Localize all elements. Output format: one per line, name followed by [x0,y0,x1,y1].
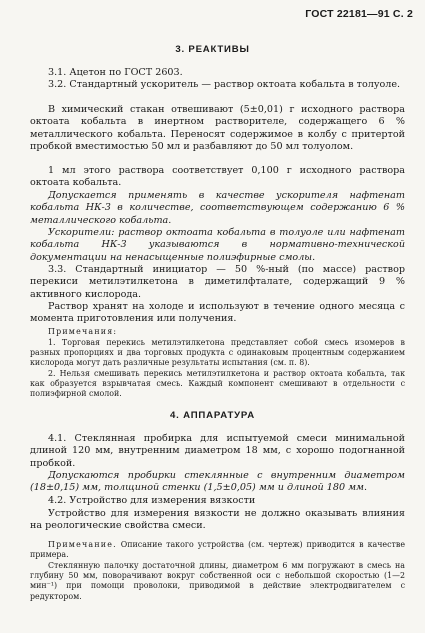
paragraph-4-2-requirement: Устройство для измерения вязкости не должно оказывать влияния на реологические свойства смеси. [30,508,405,532]
page-header: ГОСТ 22181—91 С. 2 [305,8,413,20]
paragraph-3-3: 3.3. Стандартный инициатор — 50 %-ный (по массе) раствор перекиси метилэтилкетона в диметилфталате, содержащий 9 % активного кислорода. [30,264,405,300]
note-2: 2. Нельзя смешивать перекись метилэтилкетона и раствор октоата кобальта, так как образуется взрывчатая смесь. Каждый компонент смешивают в отдельности с полиэфирной смолой. [30,369,405,399]
paragraph-4-1: 4.1. Стеклянная пробирка для испытуемой смеси минимальной длиной 120 мм, внутренним диаметром 18 мм, с хорошо подогнанной пробкой. [30,433,405,469]
paragraph-4-1-allowance: Допускаются пробирки стеклянные с внутренним диаметром (18±0,15) мм, толщиной стенки (1,5±0,05) мм и длиной 180 мм. [30,470,405,494]
paragraph-3-2: 3.2. Стандартный ускоритель — раствор октоата кобальта в толуоле. [48,79,401,90]
note-1: 1. Торговая перекись метилэтилкетона представляет собой смесь изомеров в разных пропорциях и два торговых продукта с одинаковым процентным содержанием кислорода могут дать различные результаты испытания (см. п. 8). [30,338,405,368]
paragraph-4-2: 4.2. Устройство для измерения вязкости [48,495,256,506]
notes-label: Примечания: [48,327,118,336]
paragraph-3-2-accelerators: Ускорители: раствор октоата кобальта в толуоле или нафтенат кобальта НК-3 указываются в нормативно-технической документации на ненасыщенные полиэфирные смолы. [30,227,405,263]
section-3-title: 3. РЕАКТИВЫ [175,44,250,55]
note-device [30,540,405,560]
note-text: Описание такого устройства (см. чертеж) приводится в качестве примера. [30,540,405,560]
paragraph-3-2-allowance: Допускается применять в качестве ускорителя нафтенат кобальта НК-3 в количестве, соответствующем содержанию 6 % металлического кобальта. [30,190,405,226]
paragraph-3-1: 3.1. Ацетон по ГОСТ 2603. [48,67,183,78]
note-label: Примечание. [48,540,117,549]
paragraph-3-2-procedure: В химический стакан отвешивают (5±0,01) г исходного раствора октоата кобальта в инертном растворителе, содержащего 6 % металлического кобальта. Переносят содержимое в колбу с притертой пробкой вместимостью 50 мл и разбавляют до 50 мл толуолом. [30,104,405,152]
note-rod: Стеклянную палочку достаточной длины, диаметром 6 мм погружают в смесь на глубину 50 мм, поворачивают вокруг собственной оси с небольшой скоростью (1—2 мин⁻¹) при помощи проволоки, приводимой в действие электродвигателем с редуктором. [30,561,405,601]
paragraph-3-2-equivalence: 1 мл этого раствора соответствует 0,100 г исходного раствора октоата кобальта. [30,165,405,189]
paragraph-3-3-storage: Раствор хранят на холоде и используют в течение одного месяца с момента приготовления или получения. [30,301,405,325]
section-4-title: 4. АППАРАТУРА [170,410,255,421]
